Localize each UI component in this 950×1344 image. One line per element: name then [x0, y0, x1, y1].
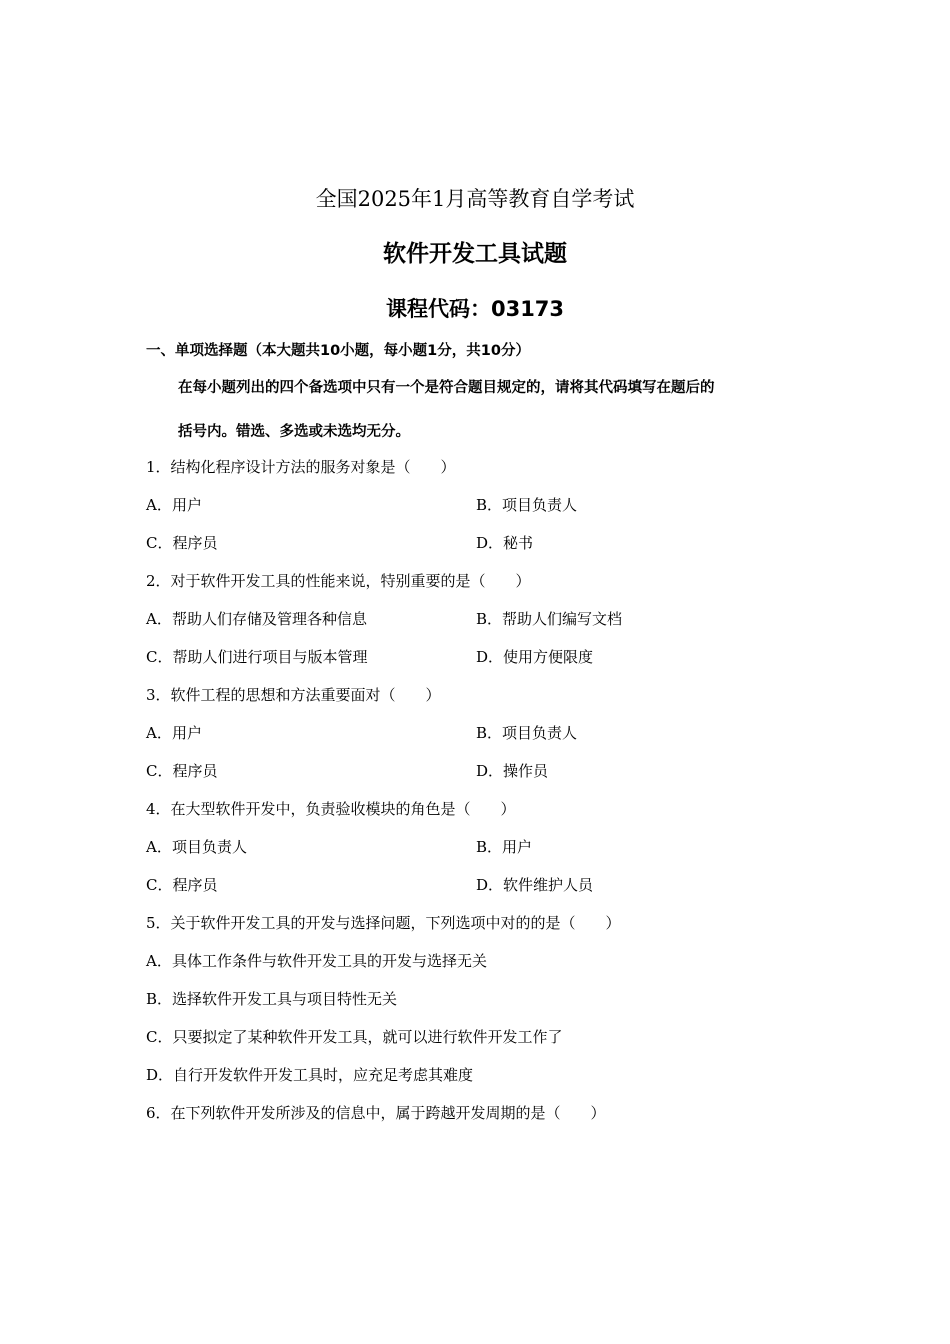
- question-3-stem: [146, 684, 441, 706]
- option-label: B．: [476, 496, 503, 514]
- option-label: B．: [146, 990, 173, 1008]
- option-label: B．: [476, 838, 503, 856]
- option-label: C．: [146, 534, 173, 552]
- question-number: 4．: [146, 800, 171, 818]
- section-instruction-line-2: 括号内。错选、多选或未选均无分。: [178, 424, 410, 440]
- option-text: 帮助人们存储及管理各种信息: [172, 610, 368, 628]
- section-heading: 一、单项选择题（本大题共10小题，每小题1分，共10分）: [146, 343, 530, 359]
- option-label: C．: [146, 876, 173, 894]
- option-label: A．: [146, 496, 172, 514]
- option-text: 软件维护人员: [503, 876, 594, 894]
- question-4-option-d: [476, 874, 593, 896]
- exam-title: 全国2025年1月高等教育自学考试: [315, 187, 635, 211]
- question-text: 在大型软件开发中，负责验收模块的角色是（ ）: [170, 800, 516, 818]
- option-label: C．: [146, 1028, 173, 1046]
- question-2-option-c: [146, 646, 368, 668]
- option-label: C．: [146, 648, 173, 666]
- option-label: A．: [146, 952, 172, 970]
- question-text: 对于软件开发工具的性能来说，特别重要的是（ ）: [170, 572, 531, 590]
- option-label: D．: [476, 534, 504, 552]
- question-text: 在下列软件开发所涉及的信息中，属于跨越开发周期的是（ ）: [170, 1104, 606, 1122]
- question-1-stem: [146, 456, 456, 478]
- question-2-stem: [146, 570, 531, 592]
- option-label: A．: [146, 838, 172, 856]
- section-instruction-line-1: 在每小题列出的四个备选项中只有一个是符合题目规定的，请将其代码填写在题后的: [178, 380, 715, 396]
- option-text: 项目负责人: [502, 724, 578, 742]
- question-5-option-a: [146, 950, 487, 972]
- option-label: A．: [146, 610, 172, 628]
- option-text: 秘书: [503, 534, 534, 552]
- question-3-option-a: [146, 722, 202, 744]
- option-text: 程序员: [172, 534, 218, 552]
- question-number: 2．: [146, 572, 171, 590]
- question-text: 软件工程的思想和方法重要面对（ ）: [170, 686, 441, 704]
- option-text: 只要拟定了某种软件开发工具，就可以进行软件开发工作了: [172, 1028, 563, 1046]
- option-text: 程序员: [172, 876, 218, 894]
- question-1-option-a: [146, 494, 202, 516]
- question-2-option-a: [146, 608, 367, 630]
- option-text: 操作员: [503, 762, 549, 780]
- question-4-option-b: [476, 836, 532, 858]
- course-code: 课程代码：03173: [385, 297, 565, 321]
- option-label: B．: [476, 724, 503, 742]
- question-5-option-c: [146, 1026, 563, 1048]
- option-text: 用户: [502, 838, 533, 856]
- option-text: 项目负责人: [172, 838, 248, 856]
- question-1-option-b: [476, 494, 577, 516]
- option-text: 帮助人们编写文档: [502, 610, 623, 628]
- option-label: D．: [476, 648, 504, 666]
- option-label: D．: [476, 762, 504, 780]
- question-number: 1．: [146, 458, 171, 476]
- question-2-option-d: [476, 646, 593, 668]
- option-label: A．: [146, 724, 172, 742]
- question-4-stem: [146, 798, 516, 820]
- question-text: 结构化程序设计方法的服务对象是（ ）: [170, 458, 456, 476]
- question-4-option-c: [146, 874, 218, 896]
- option-text: 用户: [172, 724, 203, 742]
- question-3-option-c: [146, 760, 218, 782]
- question-1-option-d: [476, 532, 533, 554]
- question-number: 6．: [146, 1104, 171, 1122]
- option-text: 选择软件开发工具与项目特性无关: [172, 990, 398, 1008]
- question-5-option-b: [146, 988, 397, 1010]
- option-label: D．: [476, 876, 504, 894]
- option-text: 项目负责人: [502, 496, 578, 514]
- question-number: 5．: [146, 914, 171, 932]
- option-label: B．: [476, 610, 503, 628]
- option-text: 具体工作条件与软件开发工具的开发与选择无关: [172, 952, 488, 970]
- option-text: 用户: [172, 496, 203, 514]
- option-text: 使用方便限度: [503, 648, 594, 666]
- question-3-option-b: [476, 722, 577, 744]
- question-2-option-b: [476, 608, 622, 630]
- question-number: 3．: [146, 686, 171, 704]
- question-6-stem: [146, 1102, 606, 1124]
- question-text: 关于软件开发工具的开发与选择问题，下列选项中对的的是（ ）: [170, 914, 621, 932]
- question-1-option-c: [146, 532, 218, 554]
- question-5-option-d: [146, 1064, 473, 1086]
- option-text: 帮助人们进行项目与版本管理: [172, 648, 368, 666]
- option-text: 自行开发软件开发工具时，应充足考虑其难度: [173, 1066, 474, 1084]
- option-label: C．: [146, 762, 173, 780]
- question-3-option-d: [476, 760, 548, 782]
- question-5-stem: [146, 912, 621, 934]
- option-label: D．: [146, 1066, 174, 1084]
- question-4-option-a: [146, 836, 247, 858]
- paper-title: 软件开发工具试题: [383, 241, 567, 267]
- option-text: 程序员: [172, 762, 218, 780]
